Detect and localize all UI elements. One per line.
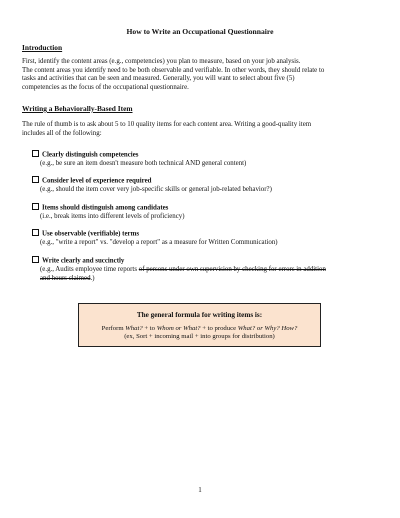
checklist-item — [32, 229, 382, 248]
formula-term: Whom or What? — [156, 325, 201, 332]
intro-line: tasks and activities that can be seen and measured. Generally, you will want to select about five (5) — [22, 75, 295, 83]
item-title: Items should distinguish among candidates — [42, 204, 169, 212]
checklist-item — [32, 203, 382, 222]
formula-text: Perform — [101, 325, 126, 332]
formula-text: + to — [142, 325, 157, 332]
item-title: Write clearly and succinctly — [42, 257, 125, 265]
desc-text: (e.g., Audits employee time reports — [40, 266, 139, 274]
formula-example: (ex, Sort + incoming mail + into groups for distribution) — [124, 333, 275, 341]
formula-line — [79, 325, 320, 333]
formula-term: What? or Why? How? — [237, 325, 298, 332]
checkbox-icon — [32, 150, 39, 157]
formula-term: What? — [125, 325, 143, 332]
intro-line: First, identify the content areas (e.g., competencies) you plan to measure, based on your job analysis. — [22, 58, 301, 65]
writing-paragraph — [22, 121, 382, 138]
writing-line: includes all of the following: — [22, 129, 102, 137]
intro-line: competencies as the focus of the occupational questionnaire. — [22, 83, 189, 91]
checklist-item — [32, 150, 382, 169]
checklist-item — [32, 256, 382, 283]
document-title: How to Write an Occupational Questionnaire — [126, 27, 274, 36]
struck-text: and hours claimed — [40, 274, 91, 282]
writing-heading: Writing a Behaviorally-Based Item — [22, 104, 133, 113]
checkbox-icon — [32, 203, 39, 210]
formula-text: + to produce — [200, 325, 238, 332]
intro-line: The content areas you identify need to be both observable and verifiable. In other words, they should relate to — [22, 66, 325, 74]
item-description: (e.g., be sure an item doesn't measure both technical AND general content) — [40, 160, 247, 168]
desc-text: .) — [90, 274, 95, 282]
checkbox-icon — [32, 176, 39, 183]
struck-text: of persons under own supervision by checking for errors in addition — [138, 266, 326, 274]
intro-paragraph — [22, 58, 382, 92]
item-description: (i.e., break items into different levels of proficiency) — [40, 213, 185, 221]
intro-heading: Introduction — [22, 43, 63, 52]
item-description-continued — [32, 275, 382, 284]
formula-box — [78, 303, 321, 347]
item-description: (e.g., should the item cover very job-specific skills or general job-related behavior?) — [40, 186, 272, 194]
checklist-item — [32, 176, 382, 195]
checkbox-icon — [32, 229, 39, 236]
item-title: Consider level of experience required — [42, 177, 152, 185]
item-title: Clearly distinguish competencies — [42, 151, 139, 159]
item-title: Use observable (verifiable) terms — [42, 230, 140, 238]
page-number: 1 — [198, 486, 202, 494]
item-description — [32, 266, 382, 275]
formula-title: The general formula for writing items is: — [136, 311, 263, 319]
item-description: (e.g., "write a report" vs. "develop a report" as a measure for Written Communication) — [40, 239, 278, 247]
writing-line: The rule of thumb is to ask about 5 to 10 quality items for each content area. Writing a good-quality item — [22, 121, 312, 128]
checkbox-icon — [32, 256, 39, 263]
